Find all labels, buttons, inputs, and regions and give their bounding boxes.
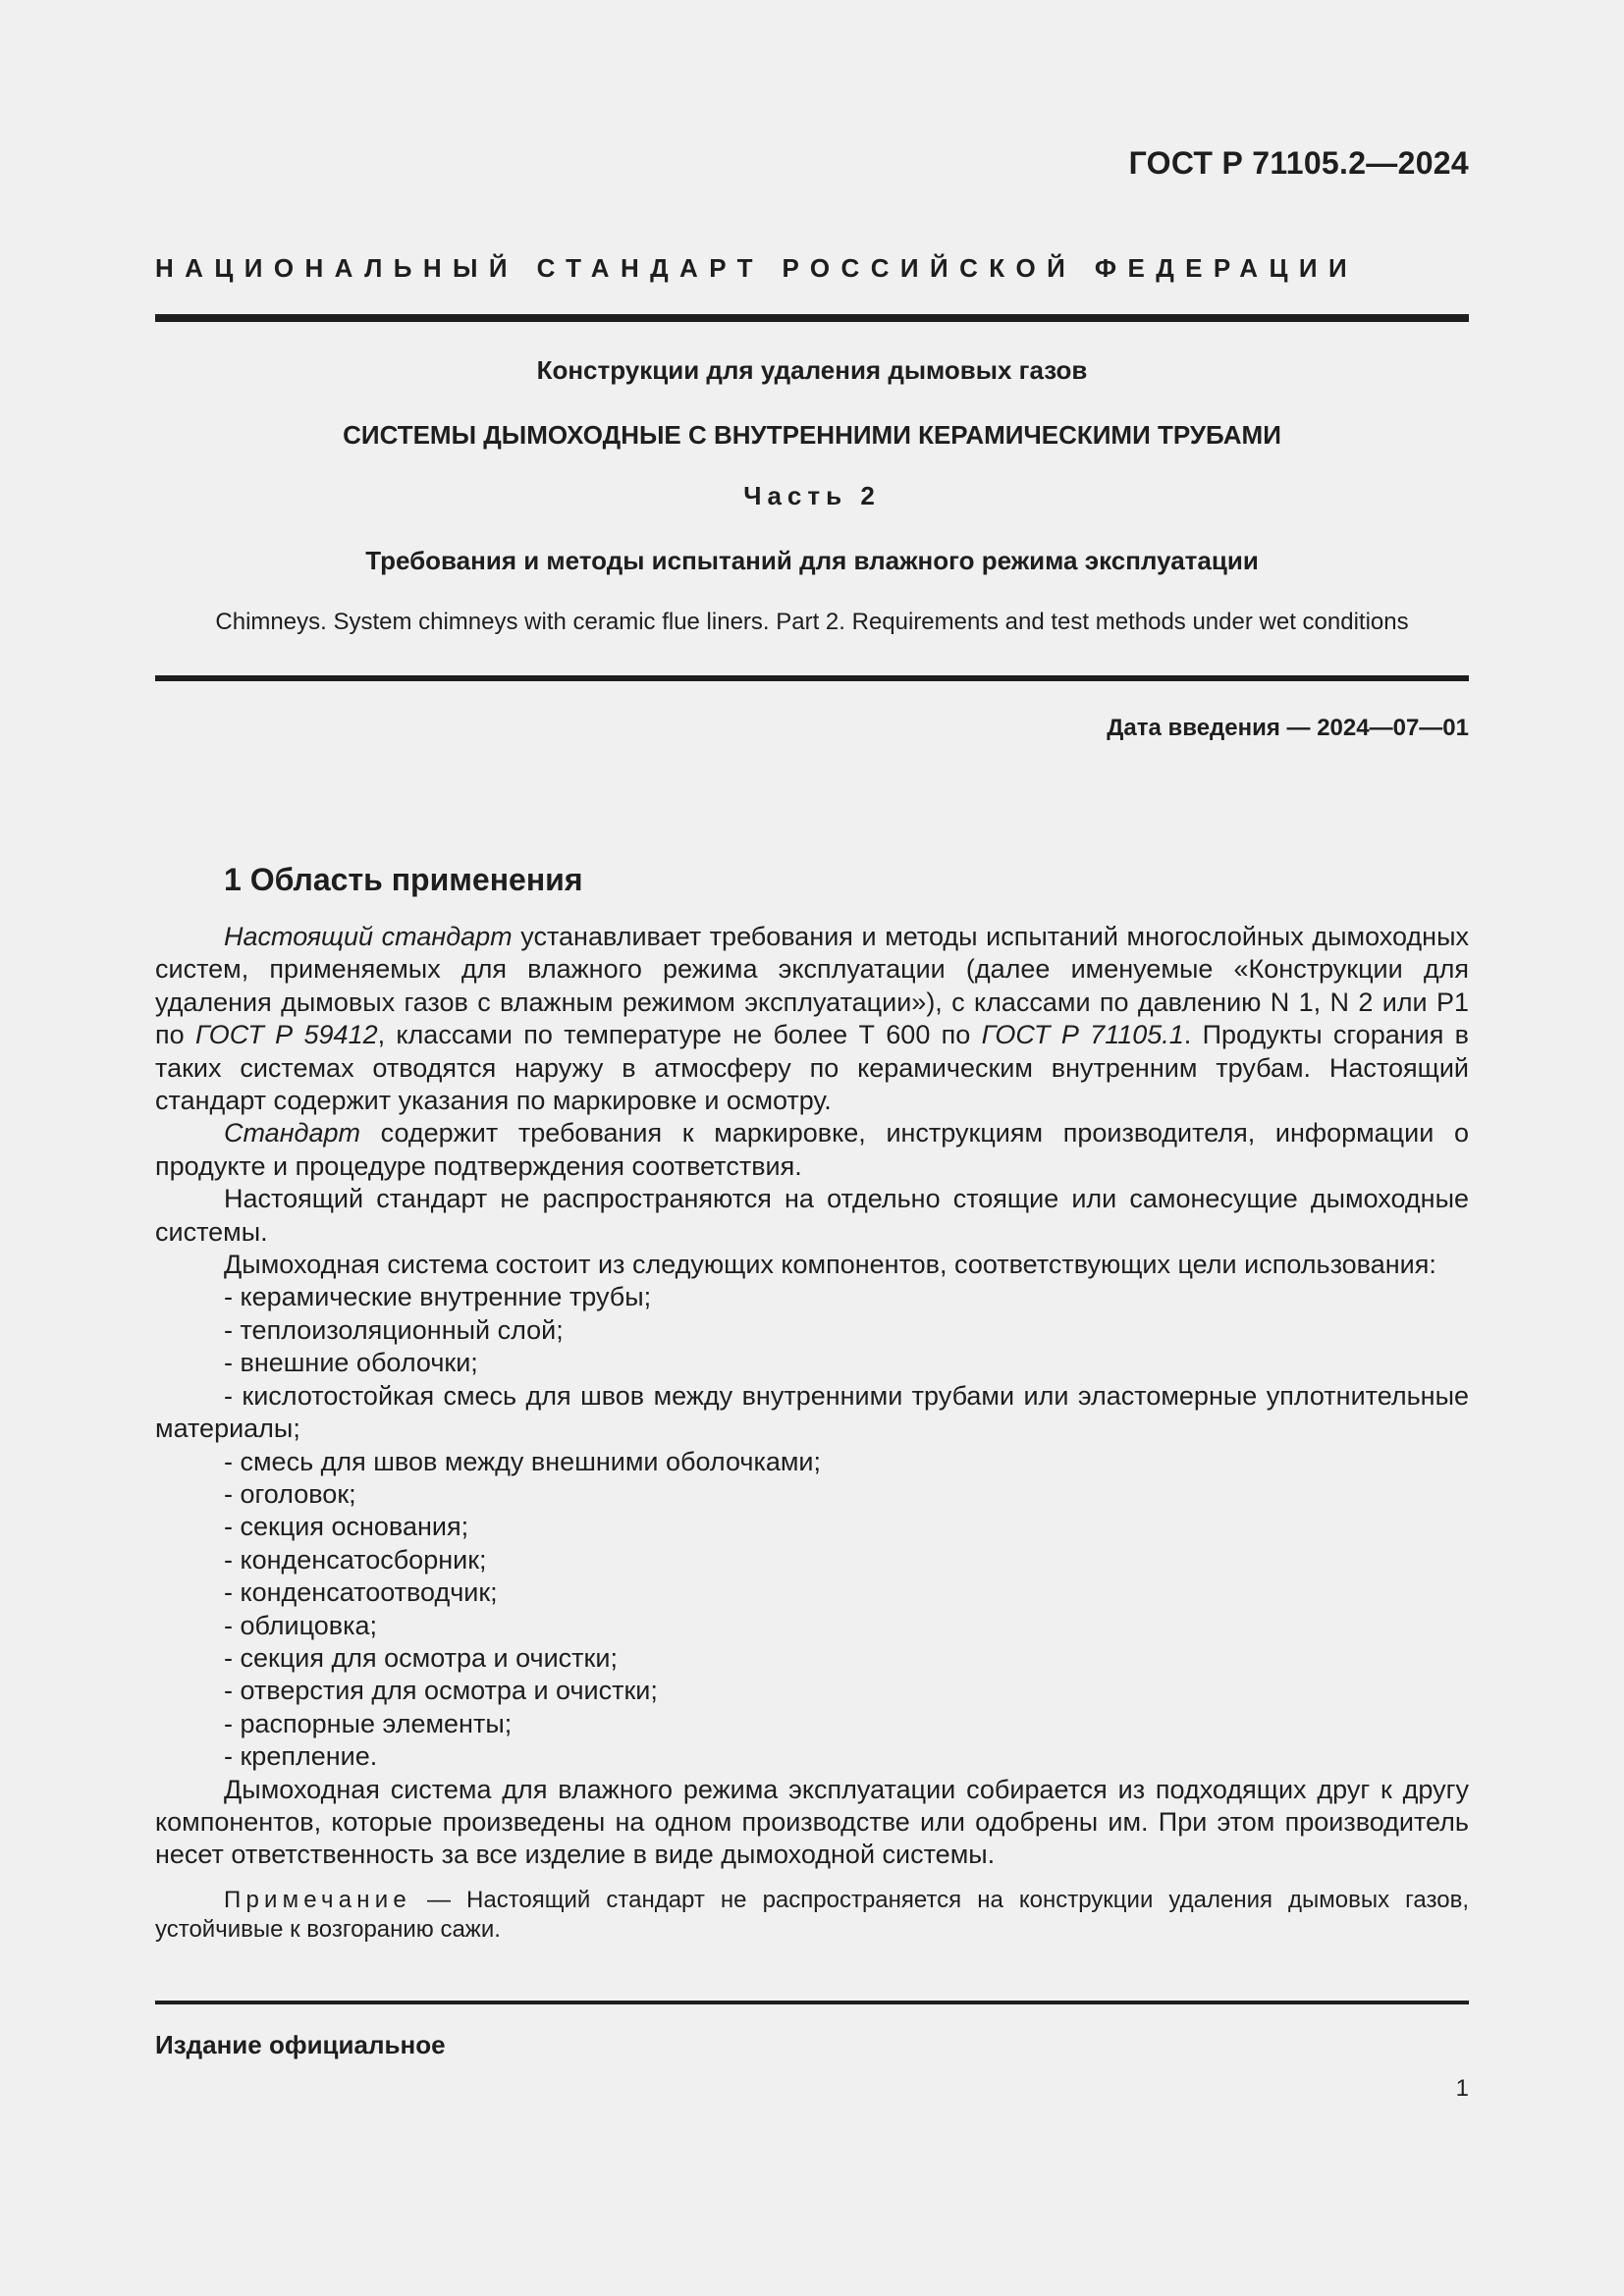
- note-text: — Настоящий стандарт не распространяется на конструкции удаления дымовых газов, устойчивые к возгоранию сажи.: [155, 1886, 1469, 1943]
- components-list: [155, 1281, 1469, 1773]
- paragraph-exclusions: Настоящий стандарт не распространяются на отдельно стоящие или самонесущие дымоходные системы.: [155, 1184, 1469, 1247]
- paragraph-assembly: Дымоходная система для влажного режима эксплуатации собирается из подходящих друг к другу компонентов, которые произведены на одном производстве или одобрены им. При этом производитель несет ответственность за все изделие в виде дымоходной системы.: [155, 1774, 1469, 1870]
- standard-reference: ГОСТ Р 71105.1: [981, 1020, 1184, 1050]
- footer-rule: [155, 2001, 1469, 2004]
- list-item: - облицовка;: [224, 1610, 378, 1640]
- list-item: - секция для осмотра и очистки;: [224, 1642, 618, 1673]
- document-part: Часть 2: [743, 481, 881, 510]
- paragraph-requirements: [155, 1117, 1469, 1183]
- list-item: - конденсатосборник;: [224, 1544, 487, 1575]
- list-item: - внешние оболочки;: [224, 1348, 478, 1378]
- introduction-date: Дата введения — 2024—07—01: [1107, 715, 1469, 741]
- section-heading: 1 Область применения: [224, 862, 583, 897]
- list-item: - оголовок;: [224, 1478, 356, 1509]
- top-rule: [155, 314, 1469, 322]
- list-item: - секция основания;: [224, 1512, 469, 1542]
- list-item: - керамические внутренние трубы;: [224, 1282, 652, 1312]
- note-label: Примечание: [224, 1886, 411, 1913]
- section-body: [155, 921, 1469, 1945]
- paragraph-text: содержит требования к маркировке, инструкциям производителя, информации о продукте и процедуре подтверждения соответствия.: [155, 1118, 1469, 1181]
- english-title: Chimneys. System chimneys with ceramic flue liners. Part 2. Requirements and test methods under wet conditions: [215, 609, 1409, 635]
- national-standard-banner: НАЦИОНАЛЬНЫЙ СТАНДАРТ РОССИЙСКОЙ ФЕДЕРАЦИИ: [155, 253, 1359, 283]
- list-item: - конденсатоотводчик;: [224, 1577, 498, 1608]
- document-heading: Конструкции для удаления дымовых газов: [536, 355, 1088, 385]
- list-item: - крепление.: [224, 1741, 378, 1772]
- italic-term: Настоящий стандарт: [224, 922, 513, 951]
- paragraph-text: . Продукты сгорания в таких системах отводятся наружу в атмосферу по керамическим внутренним трубам. Настоящий стандарт содержит указания по маркировке и осмотру.: [155, 1020, 1470, 1116]
- paragraph-text: устанавливает требования и методы испытаний многослойных дымоходных систем, применяемых для влажного режима эксплуатации (далее именуемые «Конструкции для удаления дымовых газов с влажным режимом эксплуатации»), с классами по давлению N 1, N 2 или P1 по: [155, 922, 1469, 1050]
- list-item: - отверстия для осмотра и очистки;: [224, 1676, 658, 1706]
- paragraph-components-intro: Дымоходная система состоит из следующих компонентов, соответствующих цели использования:: [224, 1250, 1436, 1280]
- list-item: - кислотостойкая смесь для швов между внутренними трубами или эластомерные уплотнительные материалы;: [155, 1380, 1469, 1444]
- title-bottom-rule: [155, 675, 1469, 681]
- note: [155, 1886, 1469, 1945]
- standard-reference: ГОСТ Р 59412: [194, 1020, 378, 1050]
- italic-term: Стандарт: [224, 1118, 361, 1148]
- document-id: ГОСТ Р 71105.2—2024: [1128, 145, 1469, 181]
- paragraph-scope: [155, 921, 1469, 1117]
- paragraph-text: , классами по температуре не более Т 600 по: [377, 1020, 982, 1050]
- page-number: 1: [1455, 2075, 1469, 2102]
- list-item: - теплоизоляционный слой;: [224, 1314, 564, 1345]
- document-title: СИСТЕМЫ ДЫМОХОДНЫЕ С ВНУТРЕННИМИ КЕРАМИЧЕСКИМИ ТРУБАМИ: [343, 420, 1281, 450]
- edition-label: Издание официальное: [155, 2030, 446, 2059]
- list-item: - смесь для швов между внешними оболочками;: [224, 1446, 822, 1476]
- list-item: - распорные элементы;: [224, 1708, 513, 1738]
- document-subtitle: Требования и методы испытаний для влажного режима эксплуатации: [365, 546, 1259, 575]
